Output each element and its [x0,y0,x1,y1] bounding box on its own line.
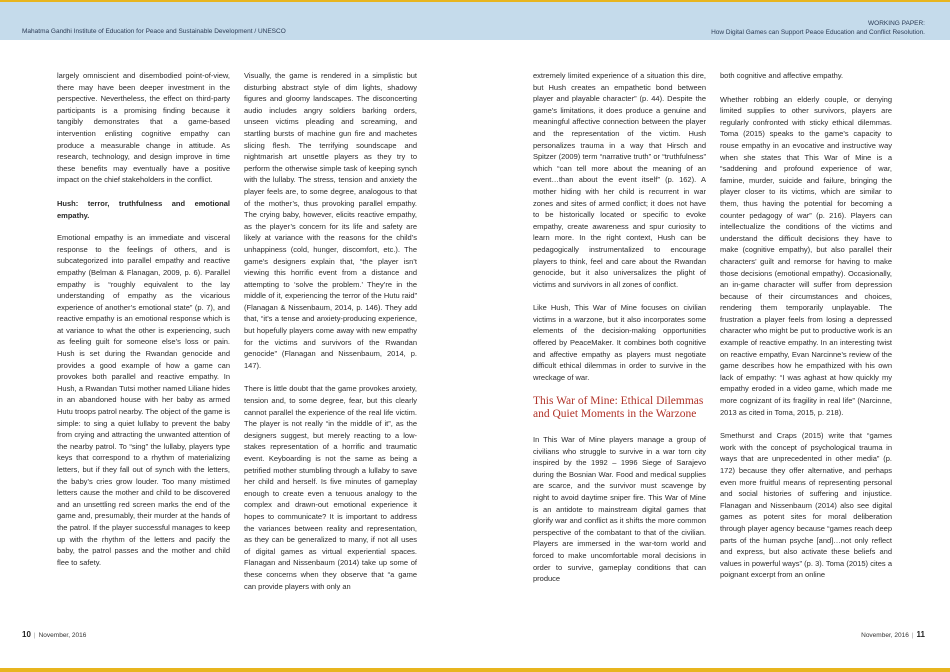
paragraph: There is little doubt that the game provokes anxiety, tension and, to some degree, fear, but this clearly cannot parallel the experience of the real life victim. The player is not really “in the middle of it”, as the designers suggest, but merely reacting to a low-stakes representation of a horrific and traumatic event. Keyboarding is not the same as being a petrified mother stumbling through a lullaby to save her child and herself. Is five minutes of gameplay enough to create even a tenuous analogy to the complex and drawn-out emotional experience it hopes to communicate? It is important to address the variances between reality and representation, as they can be generalized to many, if not all uses of digital games as virtual experiential spaces. Flanagan and Nissenbaum (2014) take up some of these concerns when they observe that “a game can provide players with only an [244,384,417,591]
paragraph: both cognitive and affective empathy. [720,71,844,80]
footer-right [861,630,925,639]
paragraph: Whether robbing an elderly couple, or denying limited supplies to other survivors, players are regularly confronted with sticky ethical dilemmas. Toma (2015) speaks to the game’s capacity to rouse empathy in an evocative and instructive way when she states that This War of Mine is a “saddening and profound experience of war, famine, murder, suicide and failure, bringing the player closer to its victims, which are similar to them, thus having the potential for becoming a counter pedagogy of war” (p. 216). Players can intellectualize the conditions of the victims and understand the difficult decisions they have to make (cognitive empathy), but also parallel their characters’ guilt and remorse for having to make those decisions (emotional empathy). Occasionally, an in-game character will suffer from depression because of their circumstances and choices, rendering them temporarily unplayable. The frustration a player feels from losing a depressed character who might be put to productive work is an example of reactive empathy. In an interesting twist on reactive empathy, Evan Narcinne’s review of the game describes how he empathized with his own lack of empathy: “I was aghast at how quickly my empathy eroded in a video game, which made me more cognizant of its fragility in real life” (Narcinne, 2013 as cited in Toma, 2015, p. 218). [720,94,892,417]
paragraph: extremely limited experience of a situation this dire, but Hush creates an empathetic bond between player and playable character” (p. 44). Despite the game’s limitations, it does produce a genuine and meaningful affective connection between the player and the representation of the victim. Hush personalizes trauma in a way that Hirsch and Spitzer (2009) term “narrative truth” or “truthfulness” which “can tell more about the meaning of an event…than about the event itself” (p. 162). A mother hiding with her child is recurrent in war zones and sites of armed conflict; it does not have to be historically located or specific to evoke empathy, create awareness and spur curiosity to learn more. In the right context, Hush can be pedagogically instrumentalized to encourage players to think, feel and care about the Rwandan genocide, but it also universalizes the plight of victims and survivors in all zones of conflict. [533,71,706,289]
paragraph: Like Hush, This War of Mine focuses on civilian victims in a warzone, but it also incorporates some elements of the decision-making opportunities offered by PeaceMaker. It combines both cognitive and affective empathy as players must negotiate difficult ethical dilemmas in order to survive in the wreckage of war. [533,303,706,382]
top-accent-line [0,0,950,2]
subheading-hush: Hush: terror, truthfulness and emotional empathy. [57,198,230,220]
left-page-column-2 [244,70,417,604]
footer-separator: | [911,632,914,639]
footer-date-right: November, 2016 [861,632,909,639]
bottom-accent-bar [0,668,950,672]
paragraph: Smethurst and Craps (2015) write that “games work with the concept of psychological trauma in ways that are unprecedented in other media” (p. 172) because they offer alternative, and perhaps even more fruitful means of representing personal and social histories of suffering and injustice. Flanagan and Nissenbaum (2014) also see digital games as potent sites for moral deliberation through player agency because “games reach deep parts of the human psyche [and]…not only reflect and express, but also activate these beliefs and values in powerful ways” (p. 3). Toma (2015) cites a poignant excerpt from an online [720,431,892,580]
paragraph: largely omniscient and disembodied point-of-view, there may have been deeper investment in the perspective. Nevertheless, the effect on third-party participants is a promising finding because it tangibly demonstrates that a game-based intervention enlisting cognitive empathy can produce a measurable change in attitude. As research, technology, and design improve in time these benefits may eventually have a positive impact on the chief stakeholders in the conflict. [57,71,230,185]
left-page-column-1 [57,70,230,580]
paragraph: Emotional empathy is an immediate and visceral response to the feelings of others, and is subcategorized into parallel empathy and reactive empathy (Belman & Flanagan, 2009, p. 6). Parallel empathy is “roughly equivalent to the lay understanding of empathy as the vicarious experience of another’s emotional state” (p. 7), and reactive empathy is an emotional response which is at variance to what the other is experiencing, such as feeling guilt for someone else’s loss or pain. Hush is set during the Rwandan genocide and provides a good example of how a game can provokes both parallel and reactive empathy. In Hush, a Rwandan Tutsi mother named Liliane hides in an abandoned house with her baby as armed Hutu troops patrol nearby. The object of the game is simple: to sing a quiet lullaby to prevent the baby from crying and attracting the unwanted attention of the nearby patrol. To “sing” the lullaby, players type keys that correspond to a rhythm of materializing letters, but if they fall out of synch with the letters, the baby’s cries grow louder. Too many mistimed letters cause the mother and child to be discovered and an unsettling red screen marks the end of the game and, presumably, their murder at the hands of the patrol. If the player successful manages to keep up with the rhythm of the letters and pacify the baby, the patrol passes and the mother and child flee to safety. [57,233,230,567]
right-page-column-2 [720,70,892,593]
footer-separator: | [33,632,36,639]
header-working-paper [711,20,925,37]
paragraph: Visually, the game is rendered in a simplistic but disturbing abstract style of dim lights, shadowy figures and gloomy landscapes. The disconcerting audio includes angry soldiers barking orders, unseen victims pleading and screaming, and startling bursts of machine gun fire and machetes slicing flesh. The terrifying soundscape and nightmarish art unsettle players as they try to perform the otherwise simple task of keeping synch with the lullaby. The stress, tension and anxiety the player feels are, to some degree, analogous to that of the mother’s, thus provoking parallel empathy. The crying baby, however, elicits reactive empathy, as the player’s concern for its life and safety are likely at variance with the reasons for the child’s unhappiness (cold, hunger, discomfort, etc.). The game’s designers explain that, “the player isn’t viewing this horrific event from a distance and attempting to ‘solve the problem.’ They’re in the middle of it, experiencing the terror of the Hutu raid” (Flanagan & Nissenbaum, 2014, p. 146). They add that, “it’s a tense and anxiety-producing experience, but hopefully players come away with new empathy for the victims and survivors of the Rwandan genocide” (Flanagan and Nissenbaum, 2014, p. 147). [244,71,417,370]
right-page-column-1 [533,70,706,597]
header-working-paper-label: WORKING PAPER: [868,20,925,27]
header-paper-title: How Digital Games can Support Peace Education and Conflict Resolution. [711,28,925,36]
footer-left [22,630,86,639]
page-number-right: 11 [916,630,925,639]
header-institution: Mahatma Gandhi Institute of Education for Peace and Sustainable Development / UNESCO [22,28,286,35]
section-title: This War of Mine: Ethical Dilemmas and Quiet Moments in the Warzone [533,395,704,421]
paragraph: In This War of Mine players manage a group of civilians who struggle to survive in a war torn city inspired by the 1992 – 1996 Siege of Sarajevo during the Bosnian War. Food and medical supplies are scarce, and the survivor must scavenge by night to avoid daytime sniper fire. This War of Mine is an antidote to mainstream digital games that glorify war and conflict as it shifts the more common perspective of the combatant to that of the civilian. Players are immersed in the war-torn world and forced to make uncomfortable moral decisions in order to survive, gameplay conditions that can produce [533,435,706,584]
page-number-left: 10 [22,630,31,639]
footer-date-left: November, 2016 [38,632,87,639]
